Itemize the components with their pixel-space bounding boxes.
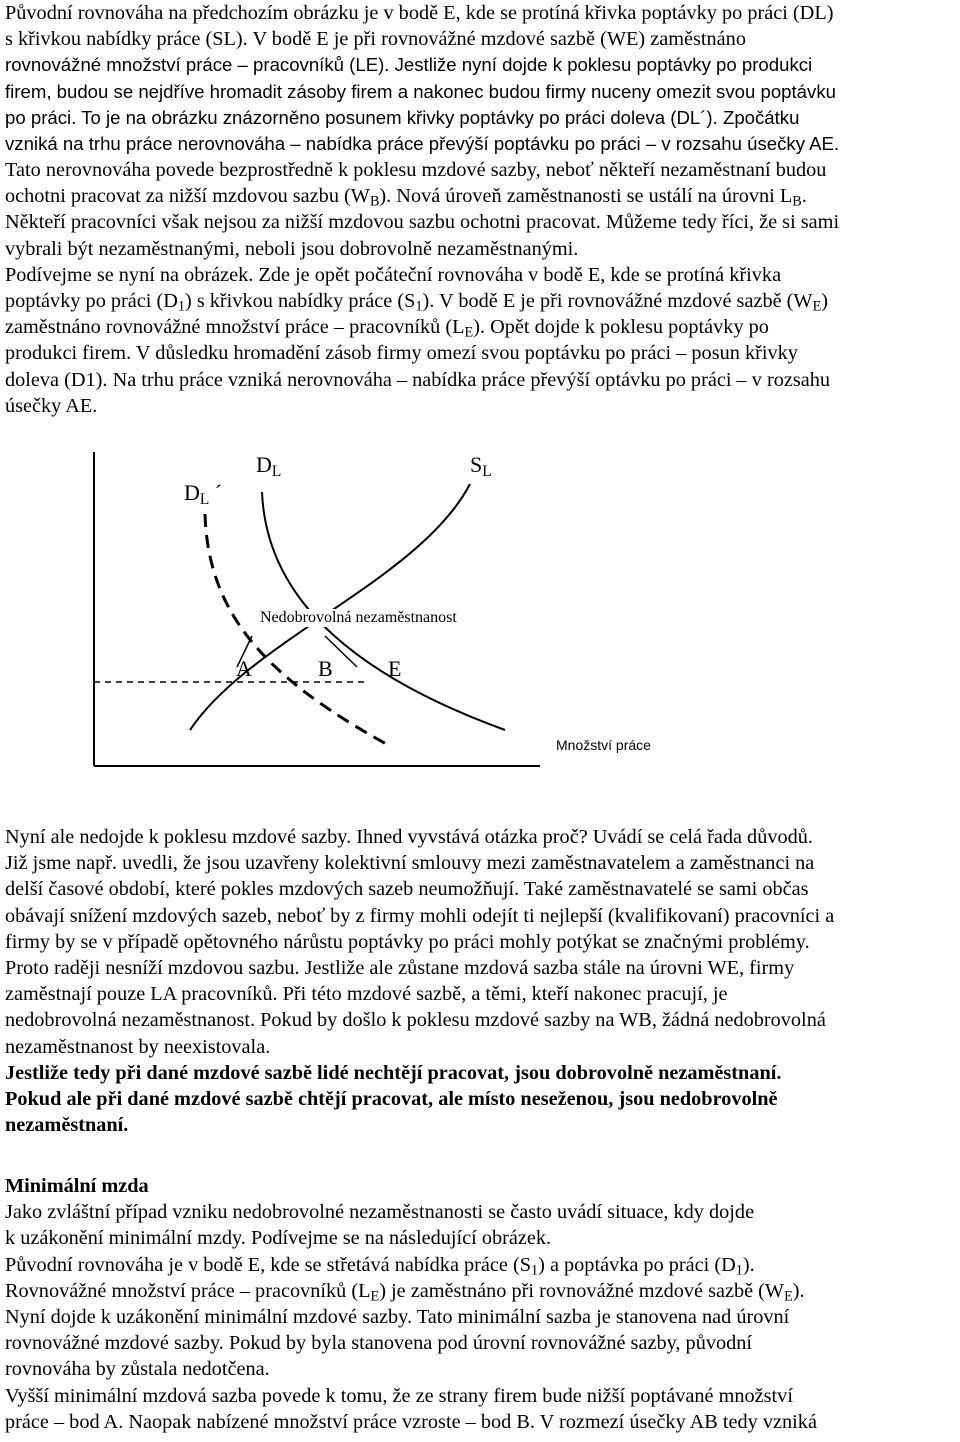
text-line: rovnovážné množství práce – pracovníků (LE). Jestliže nyní dojde k poklesu poptávky po produkci	[5, 54, 813, 76]
text-line: Již jsme např. uvedli, že jsou uzavřeny kolektivní smlouvy mezi zaměstnavatelem a zaměstnanci na	[5, 852, 815, 875]
section-minimal-wage	[5, 1173, 955, 1435]
text-line: nedobrovolná nezaměstnanost. Pokud by došlo k poklesu mzdové sazby na WB, žádná nedobrovolná	[5, 1009, 826, 1032]
text-line: zaměstnáno rovnovážné množství práce – pracovníků $(L_E)$. Opět dojde k poklesu poptávky po	[5, 316, 769, 341]
bold-text-line: nezaměstnaní.	[5, 1114, 129, 1137]
labor-market-diagram	[0, 440, 960, 800]
text-line: vzniká na trhu práce nerovnováha – nabídka práce převýší poptávku po práci – v rozsahu úsečky AE.	[5, 133, 840, 155]
text-line: Rovnovážné množství práce – pracovníků $(L_E)$ je zaměstnáno při rovnovážné mzdové sazbě $(W_E)$.	[5, 1279, 805, 1305]
x-axis-label: Množství práce	[556, 737, 651, 753]
bold-text-line: Jestliže tedy při dané mzdové sazbě lidé nechtějí pracovat, jsou dobrovolně nezaměstnaní.	[5, 1061, 782, 1084]
text-line: firmy by se v případě opětovného nárůstu poptávky po práci mohly potýkat se značnými problémy.	[5, 930, 810, 953]
section-heading: Minimální mzda	[5, 1175, 149, 1197]
text-line: Někteří pracovníci však nejsou za nižší mzdovou sazbu ochotni pracovat. Můžeme tedy říci, že si sami	[5, 211, 840, 234]
text-line: Proto raději nesníží mzdovou sazbu. Jestliže ale zůstane mzdová sazba stále na úrovni WE, firmy	[5, 957, 795, 980]
label-point-b: B	[318, 656, 333, 681]
diagram-drawing	[0, 440, 960, 800]
text-line: doleva (D1). Na trhu práce vzniká nerovnováha – nabídka práce převýší optávku po práci – v rozsahu	[5, 368, 831, 391]
text-line: rovnováha by zůstala nedotčena.	[5, 1358, 270, 1381]
text-line: rovnovážné mzdové sazby. Pokud by byla stanovena pod úrovní rovnovážné sazby, původní	[5, 1332, 753, 1355]
text-line: Vyšší minimální mzdová sazba povede k tomu, že ze strany firem bude nižší poptávané množství	[5, 1384, 793, 1407]
text-line: vybrali být nezaměstnanými, neboli jsou dobrovolně nezaměstnanými.	[5, 237, 579, 260]
text-line: Tato nerovnováha povede bezprostředně k poklesu mzdové sazby, neboť někteří nezaměstnaní budou	[5, 159, 827, 181]
text-line: úsečky AE.	[5, 394, 98, 417]
text-line: ochotni pracovat za nižší mzdovou sazbu $(W_B)$. Nová úroveň zaměstnanosti se ustálí na úrovni $L_B$.	[5, 185, 807, 210]
intro-paragraph	[5, 0, 955, 157]
supply-curve-sl	[190, 484, 470, 730]
demand-curve-dl-prime	[205, 514, 390, 746]
label-demand: $D_L$	[256, 452, 282, 480]
text-line: zaměstnají pouze LA pracovníků. Při této mzdové sazbě, a těmi, kteří nakonec pracují, je	[5, 983, 728, 1006]
text-line: delší časové období, které pokles mzdových sazeb neumožňují. Také zaměstnavatelé se sami občas	[5, 878, 809, 901]
text-line: obávají snížení mzdových sazeb, neboť by z firmy mohli odejít ti nejlepší (kvalifikovaní) pracovníci a	[5, 904, 835, 927]
paragraph-mzdova-sazba	[5, 824, 955, 1138]
text-line: s křivkou nabídky práce (SL). V bodě E je při rovnovážné mzdové sazbě (WE) zaměstnáno	[5, 28, 746, 51]
text-line: produkci firem. V důsledku hromadění zásob firmy omezí svou poptávku po práci – posun křivky	[5, 342, 798, 365]
text-line: Nyní ale nedojde k poklesu mzdové sazby. Ihned vyvstává otázka proč? Uvádí se celá řada důvodů.	[5, 826, 813, 848]
text-line: práce – bod A. Naopak nabízené množství práce vzroste – bod B. V rozmezí úsečky AB tedy vzniká	[5, 1410, 817, 1433]
text-line: firem, budou se nejdříve hromadit zásoby firem a nakonec budou firmy nuceny omezit svou poptávku	[5, 80, 836, 102]
text-line: Podívejme se nyní na obrázek. Zde je opět počáteční rovnováha v bodě E, kde se protíná křivka	[5, 263, 782, 286]
label-supply: $S_L$	[470, 452, 492, 480]
label-demand-shifted: $D_L$ ´	[184, 480, 223, 508]
label-point-e: E	[388, 656, 402, 681]
text-line: poptávky po práci $(D_1)$ s křivkou nabídky práce $(S_1)$. V bodě E je při rovnovážné mzdové sazbě $(W_E)$	[5, 290, 828, 315]
paragraph-nerovnovaha	[5, 157, 955, 419]
text-line: Původní rovnováha na předchozím obrázku je v bodě E, kde se protíná křivka poptávky po práci (DL)	[5, 2, 834, 24]
text-line: nezaměstnanost by neexistovala.	[5, 1035, 271, 1058]
label-point-a: A	[236, 656, 252, 681]
text-line: k uzákonění minimální mzdy. Podívejme se na následující obrázek.	[5, 1227, 552, 1250]
text-line: Nyní dojde k uzákonění minimální mzdové sazby. Tato minimální sazba je stanovena nad úrovní	[5, 1306, 790, 1329]
text-line: po práci. To je na obrázku znázorněno posunem křivky poptávky po práci doleva (DL´). Zpočátku	[5, 106, 800, 128]
text-line: Původní rovnováha je v bodě E, kde se střetává nabídka práce $(S_1)$ a poptávka po práci $(D_1)$.	[5, 1253, 755, 1279]
text-line: Jako zvláštní případ vzniku nedobrovolné nezaměstnanosti se často uvádí situace, kdy dojde	[5, 1201, 755, 1224]
label-involuntary-unemployment: Nedobrovolná nezaměstnanost	[260, 609, 457, 626]
bold-text-line: Pokud ale při dané mzdové sazbě chtějí pracovat, ale místo neseženou, jsou nedobrovolně	[5, 1088, 778, 1111]
